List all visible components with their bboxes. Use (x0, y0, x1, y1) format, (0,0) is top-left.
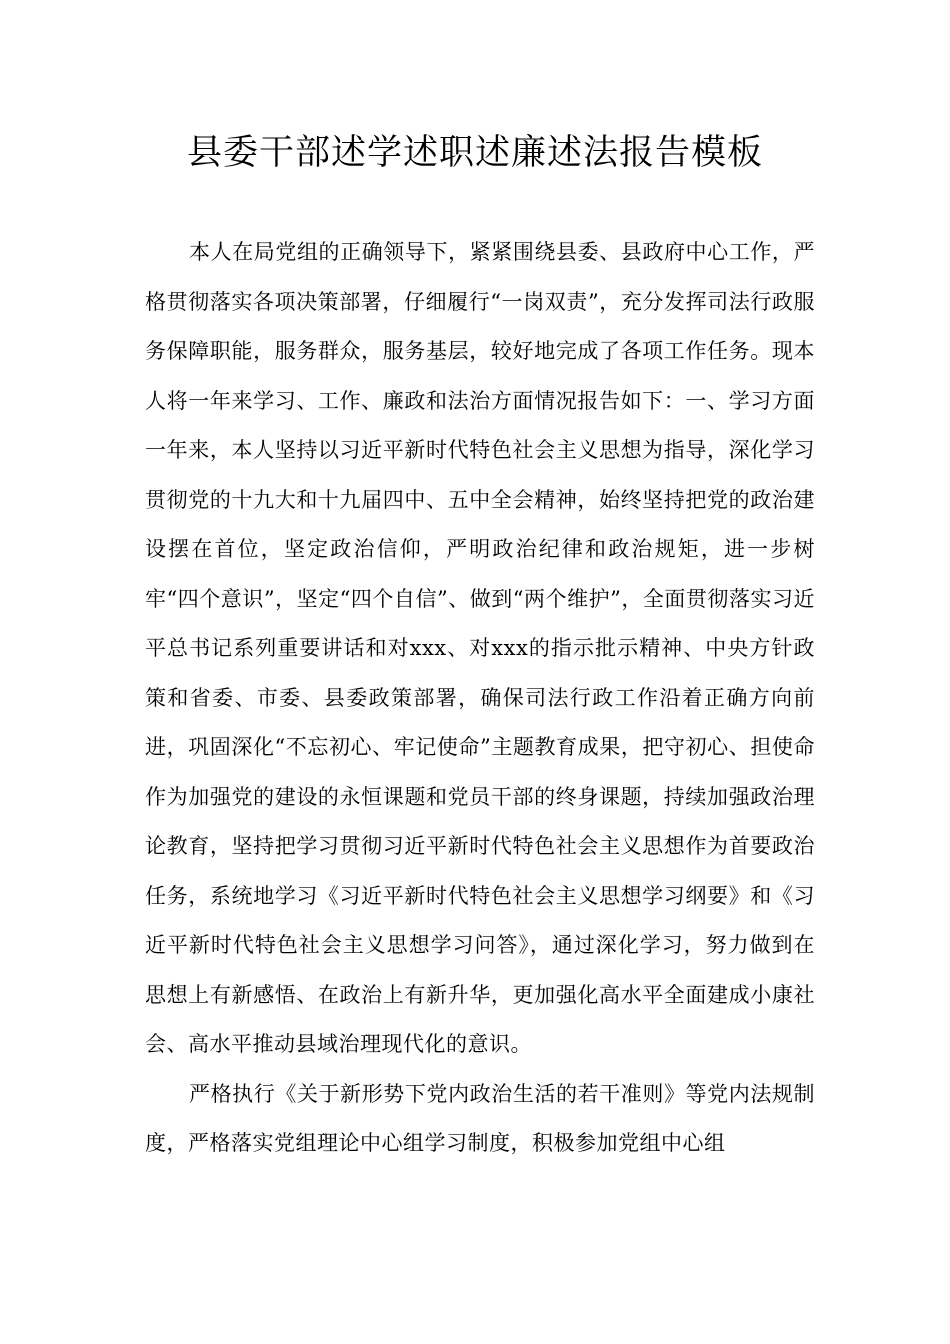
document-body (145, 228, 858, 1169)
paragraph-2: 严格执行《关于新形势下党内政治生活的若干准则》等党内法规制度，严格落实党组理论中心组学习制度，积极参加党组中心组 (145, 1081, 815, 1155)
document-title: 县委干部述学述职述廉述法报告模板 (186, 133, 763, 173)
paragraph-1: 本人在局党组的正确领导下，紧紧围绕县委、县政府中心工作，严格贯彻落实各项决策部署，仔细履行“一岗双责”，充分发挥司法行政服务保障职能，服务群众，服务基层，较好地完成了各项工作任务。现本人将一年来学习、工作、廉政和法治方面情况报告如下：一、学习方面 一年来，本人坚持以习近平新时代特色社会主义思想为指导，深化学习贯彻党的十九大和十九届四中、五中全会精神，始终坚持把党的政治建设摆在首位，坚定政治信仰，严明政治纪律和政治规矩，进一步树牢“四个意识”，坚定“四个自信”、做到“两个维护”，全面贯彻落实习近平总书记系列重要讲话和对xxx、对xxx的指示批示精神、中央方针政策和省委、市委、县委政策部署，确保司法行政工作沿着正确方向前进，巩固深化“不忘初心、牢记使命”主题教育成果，把守初心、担使命作为加强党的建设的永恒课题和党员干部的终身课题，持续加强政治理论教育，坚持把学习贯彻习近平新时代特色社会主义思想作为首要政治任务，系统地学习《习近平新时代特色社会主义思想学习纲要》和《习近平新时代特色社会主义思想学习问答》，通过深化学习，努力做到在思想上有新感悟、在政治上有新升华，更加强化高水平全面建成小康社会、高水平推动县域治理现代化的意识。 (145, 240, 858, 1056)
